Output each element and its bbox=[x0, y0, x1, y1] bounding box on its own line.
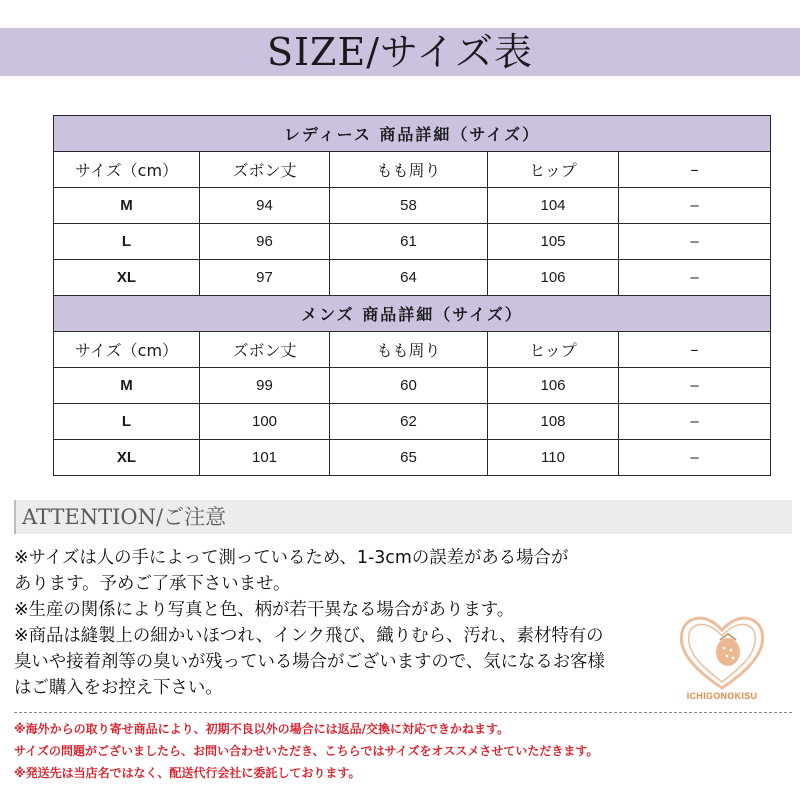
page-title: SIZE/サイズ表 bbox=[267, 30, 533, 74]
note-line: はご購入をお控え下さい。 bbox=[14, 678, 223, 698]
value-cell: 104 bbox=[488, 188, 619, 224]
value-cell: – bbox=[619, 224, 771, 260]
mens-heading-row bbox=[54, 296, 771, 332]
ladies-heading-row bbox=[54, 116, 771, 152]
footnote-line: ※発送先は当店名ではなく、配送代行会社に委託しております。 bbox=[14, 766, 361, 780]
note-line: ※サイズは人の手によって測っているため、1-3cmの誤差がある場合が bbox=[14, 548, 569, 568]
footnotes bbox=[14, 718, 794, 784]
value-cell: 96 bbox=[200, 224, 330, 260]
footnote-line: サイズの問題がございましたら、お問い合わせいただき、こちらではサイズをオススメさせていただきます。 bbox=[14, 744, 599, 758]
value-cell: – bbox=[619, 440, 771, 476]
column-header: ヒップ bbox=[488, 152, 619, 188]
table-row bbox=[54, 260, 771, 296]
note-line: あります。予めご了承下さいませ。 bbox=[14, 574, 291, 594]
table-row bbox=[54, 224, 771, 260]
value-cell: 101 bbox=[200, 440, 330, 476]
logo-text: ICHIGONOKISU bbox=[686, 691, 758, 701]
value-cell: 106 bbox=[488, 368, 619, 404]
dashed-divider bbox=[14, 712, 792, 713]
column-header: – bbox=[619, 152, 771, 188]
column-header: サイズ（cm） bbox=[54, 152, 200, 188]
ladies-column-header-row bbox=[54, 152, 771, 188]
value-cell: 99 bbox=[200, 368, 330, 404]
table-row bbox=[54, 440, 771, 476]
table-row bbox=[54, 188, 771, 224]
value-cell: 100 bbox=[200, 404, 330, 440]
note-line: ※生産の関係により写真と色、柄が若干異なる場合があります。 bbox=[14, 600, 515, 620]
size-cell: M bbox=[54, 188, 200, 224]
table-row bbox=[54, 404, 771, 440]
strawberry-heart-icon bbox=[672, 604, 772, 696]
value-cell: 62 bbox=[330, 404, 488, 440]
mens-heading: メンズ 商品詳細（サイズ） bbox=[54, 296, 771, 332]
size-cell: L bbox=[54, 404, 200, 440]
value-cell: 108 bbox=[488, 404, 619, 440]
ladies-heading: レディース 商品詳細（サイズ） bbox=[54, 116, 771, 152]
value-cell: 60 bbox=[330, 368, 488, 404]
column-header: ヒップ bbox=[488, 332, 619, 368]
column-header: サイズ（cm） bbox=[54, 332, 200, 368]
value-cell: 58 bbox=[330, 188, 488, 224]
attention-heading: ATTENTION/ご注意 bbox=[22, 505, 227, 529]
column-header: もも周り bbox=[330, 152, 488, 188]
value-cell: 110 bbox=[488, 440, 619, 476]
size-cell: XL bbox=[54, 260, 200, 296]
table-row bbox=[54, 368, 771, 404]
value-cell: – bbox=[619, 404, 771, 440]
size-table bbox=[53, 115, 771, 476]
size-cell: L bbox=[54, 224, 200, 260]
footnote-line: ※海外からの取り寄せ商品により、初期不良以外の場合には返品/交換に対応できかねます。 bbox=[14, 722, 510, 736]
mens-column-header-row bbox=[54, 332, 771, 368]
column-header: – bbox=[619, 332, 771, 368]
note-line: ※商品は縫製上の細かいほつれ、インク飛び、織りむら、汚れ、素材特有の bbox=[14, 626, 604, 646]
value-cell: 65 bbox=[330, 440, 488, 476]
value-cell: – bbox=[619, 188, 771, 224]
note-line: 臭いや接着剤等の臭いが残っている場合がございますので、気になるお客様 bbox=[14, 652, 605, 672]
value-cell: 94 bbox=[200, 188, 330, 224]
value-cell: 105 bbox=[488, 224, 619, 260]
value-cell: 64 bbox=[330, 260, 488, 296]
value-cell: – bbox=[619, 260, 771, 296]
value-cell: 106 bbox=[488, 260, 619, 296]
column-header: もも周り bbox=[330, 332, 488, 368]
size-cell: XL bbox=[54, 440, 200, 476]
value-cell: 61 bbox=[330, 224, 488, 260]
column-header: ズボン丈 bbox=[200, 152, 330, 188]
value-cell: – bbox=[619, 368, 771, 404]
size-cell: M bbox=[54, 368, 200, 404]
value-cell: 97 bbox=[200, 260, 330, 296]
column-header: ズボン丈 bbox=[200, 332, 330, 368]
